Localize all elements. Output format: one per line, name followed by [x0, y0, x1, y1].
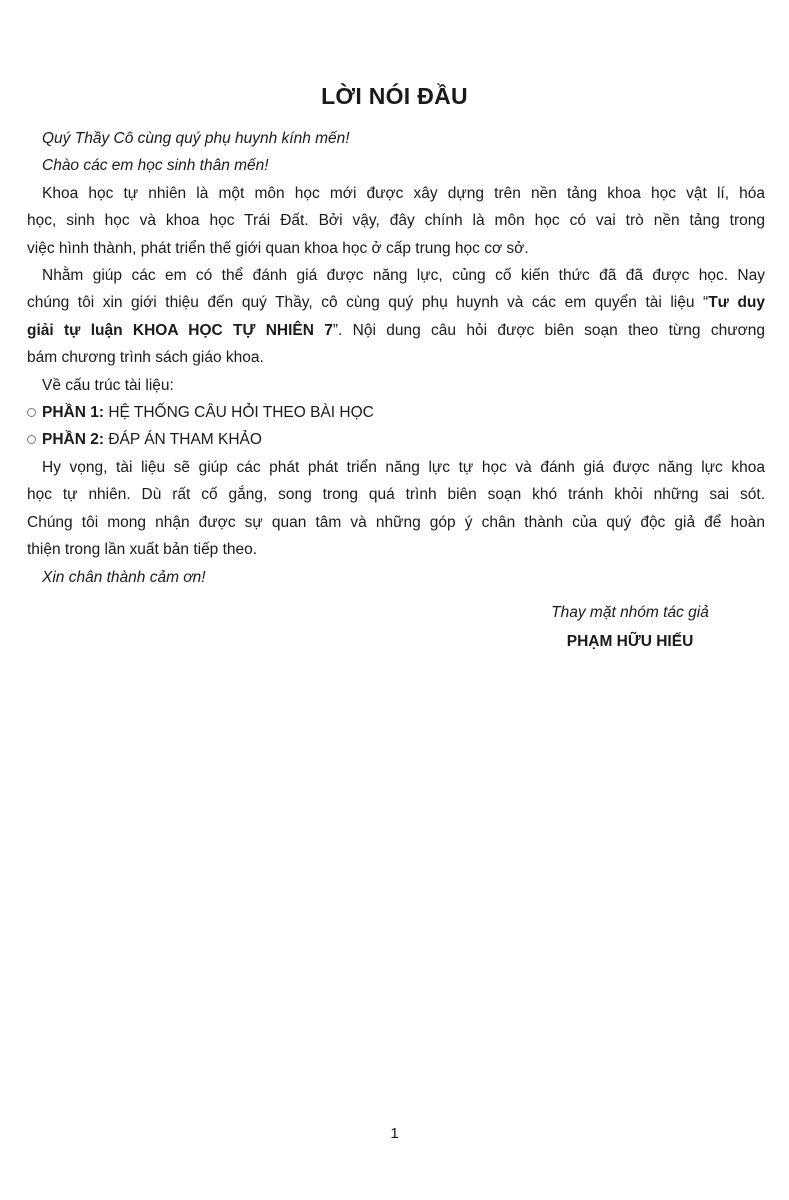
part-text: HỆ THỐNG CÂU HỎI THEO BÀI HỌC	[104, 404, 374, 422]
paragraph-line: thiện trong lần xuất bản tiếp theo.	[27, 541, 258, 559]
paragraph-line: Khoa học tự nhiên là một môn học mới được xây dựng trên nền tảng khoa học vật lí, hóa	[42, 184, 765, 202]
signature-block	[500, 598, 760, 656]
paragraph-line: Chúng tôi mong nhận được sự quan tâm và những góp ý chân thành của quý độc giả để hoàn	[27, 513, 765, 531]
circle-bullet-icon	[27, 435, 36, 444]
structure-intro: Về cấu trúc tài liệu:	[42, 376, 174, 394]
paragraph-text: ”. Nội dung câu hỏi được biên soạn theo từng chương	[332, 321, 765, 339]
book-title-part: Tư duy	[708, 294, 765, 312]
part-label: PHẦN 2:	[42, 431, 105, 449]
paragraph-line: Hy vọng, tài liệu sẽ giúp các phát phát triển năng lực tự học và đánh giá được năng lực khoa	[42, 458, 765, 476]
paragraph-line: việc hình thành, phát triển thế giới quan khoa học ở cấp trung học cơ sở.	[27, 239, 529, 257]
part-list-item	[27, 426, 765, 453]
greeting-line: Chào các em học sinh thân mến!	[42, 157, 269, 175]
part-label: PHẦN 1:	[42, 404, 105, 422]
page-title: LỜI NÓI ĐẦU	[321, 83, 468, 109]
paragraph-line: học tự nhiên. Dù rất cố gắng, song trong quá trình biên soạn khó tránh khỏi những sai sót.	[27, 486, 765, 504]
book-title-part: giải tự luận KHOA HỌC TỰ NHIÊN 7	[27, 321, 333, 339]
paragraph-line: Nhằm giúp các em có thể đánh giá được năng lực, củng cố kiến thức đã đã được học. Nay	[42, 267, 765, 285]
signature-name: PHẠM HỮU HIẾU	[566, 633, 694, 650]
greeting-line: Quý Thầy Cô cùng quý phụ huynh kính mến!	[42, 130, 350, 147]
closing-line: Xin chân thành cảm ơn!	[42, 568, 206, 586]
circle-bullet-icon	[27, 408, 36, 417]
page-number: 1	[390, 1125, 399, 1142]
document-body	[27, 125, 765, 591]
signature-role: Thay mặt nhóm tác giả	[551, 604, 709, 621]
part-text: ĐÁP ÁN THAM KHẢO	[104, 431, 262, 449]
paragraph-line: học, sinh học và khoa học Trái Đất. Bởi vậy, đây chính là môn học có vai trò nền tảng trong	[27, 212, 765, 230]
paragraph-line	[27, 317, 765, 344]
paragraph-line: bám chương trình sách giáo khoa.	[27, 349, 264, 367]
paragraph-text: chúng tôi xin giới thiệu đến quý Thầy, cô cùng quý phụ huynh và các em quyển tài liệu “	[27, 294, 709, 312]
part-list-item	[27, 399, 765, 426]
paragraph-line	[27, 289, 765, 316]
